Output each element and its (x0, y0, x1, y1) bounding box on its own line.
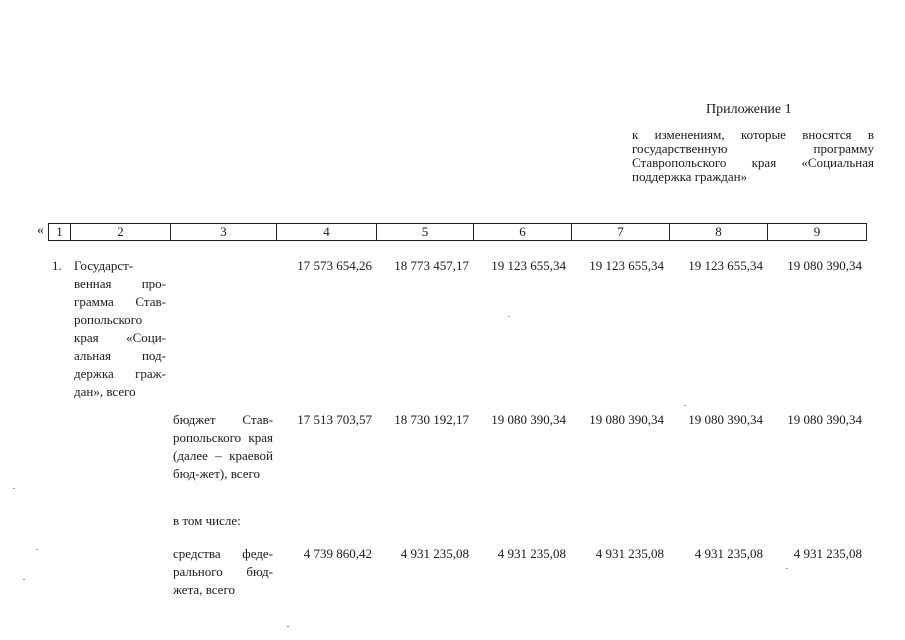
value-cell: 18 773 457,17 (394, 258, 469, 273)
value-cell: 4 931 235,08 (694, 546, 763, 561)
value-cell: 19 080 390,34 (787, 412, 862, 427)
program-name: Государст-венная про-грамма Став-ропольского края «Соци-альная под-держка граж-дан», всего (74, 258, 166, 399)
value-cell: 19 123 655,34 (491, 258, 566, 273)
table-header (48, 223, 867, 241)
value-cell: 17 573 654,26 (297, 258, 372, 273)
row-number: 1. (52, 258, 62, 273)
annex-title: Приложение 1 (706, 102, 792, 117)
value-cell: 19 123 655,34 (688, 258, 763, 273)
value-cell: 19 080 390,34 (787, 258, 862, 273)
header-col-2: 2 (71, 224, 171, 241)
annex-description: к изменениям, которые вносятся в государственную программу Ставропольского края «Социальная поддержка граждан» (632, 127, 874, 184)
header-col-3: 3 (171, 224, 277, 241)
value-cell: 19 080 390,34 (589, 412, 664, 427)
value-cell: 19 080 390,34 (491, 412, 566, 427)
header-col-1: 1 (49, 224, 71, 241)
value-cell: 4 931 235,08 (595, 546, 664, 561)
header-col-7: 7 (572, 224, 670, 241)
scan-speck (13, 488, 15, 489)
opening-quote: « (37, 223, 44, 238)
scan-speck (36, 549, 38, 550)
scan-speck (786, 568, 788, 569)
value-cell: 19 080 390,34 (688, 412, 763, 427)
header-col-5: 5 (377, 224, 474, 241)
value-cell: 4 931 235,08 (497, 546, 566, 561)
header-col-8: 8 (670, 224, 768, 241)
value-cell: 19 123 655,34 (589, 258, 664, 273)
scan-speck (287, 626, 289, 627)
source-name: в том числе: (173, 513, 241, 528)
source-name: средства феде-рального бюд-жета, всего (173, 546, 273, 597)
scan-speck (23, 579, 25, 580)
header-col-4: 4 (277, 224, 377, 241)
value-cell: 4 931 235,08 (400, 546, 469, 561)
value-cell: 17 513 703,57 (297, 412, 372, 427)
scan-speck (508, 316, 510, 317)
source-name: бюджет Став-ропольского края (далее – краевой бюд-жет), всего (173, 412, 273, 481)
value-cell: 4 739 860,42 (303, 546, 372, 561)
value-cell: 4 931 235,08 (793, 546, 862, 561)
header-col-6: 6 (474, 224, 572, 241)
scan-speck (684, 405, 686, 406)
header-col-9: 9 (768, 224, 867, 241)
value-cell: 18 730 192,17 (394, 412, 469, 427)
